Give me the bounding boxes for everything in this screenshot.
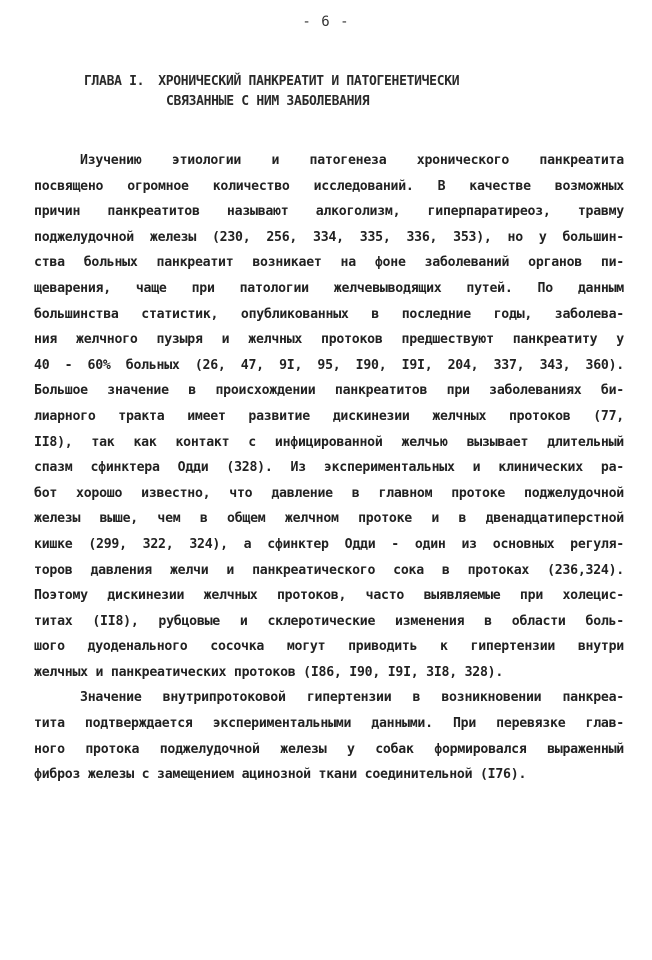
chapter-title-line-2: СВЯЗАННЫЕ С НИМ ЗАБОЛЕВАНИЯ: [166, 94, 370, 109]
text-line: большинства статистик, опубликованных в последние годы, заболева-: [34, 306, 624, 322]
text-line: желчных и панкреатических протоков (I86, I90, I9I, 3I8, 328).: [34, 664, 504, 680]
text-line: бот хорошо известно, что давление в главном протоке поджелудочной: [34, 485, 624, 501]
text-line: Большое значение в происхождении панкреатитов при заболеваниях би-: [34, 383, 624, 399]
text-line: шого дуоденального сосочка могут приводить к гипертензии внутри: [34, 639, 624, 655]
text-line: ства больных панкреатит возникает на фоне заболеваний органов пи-: [34, 255, 624, 271]
body-text: [34, 148, 624, 788]
text-line: поджелудочной железы (230, 256, 334, 335, 336, 353), но у большин-: [34, 229, 624, 245]
text-line: щеварения, чаще при патологии желчевыводящих путей. По данным: [34, 280, 624, 296]
page-number: - 6 -: [302, 14, 350, 30]
text-line: Значение внутрипротоковой гипертензии в возникновении панкреа-: [80, 690, 624, 706]
text-line: Поэтому дискинезии желчных протоков, часто выявляемые при холецис-: [34, 588, 624, 604]
text-line: 40 - 60% больных (26, 47, 9I, 95, I90, I9I, 204, 337, 343, 360).: [34, 357, 624, 373]
text-line: посвящено огромное количество исследований. В качестве возможных: [34, 178, 624, 194]
text-line: тита подтверждается экспериментальными данными. При перевязке глав-: [34, 716, 624, 732]
chapter-heading: [84, 72, 604, 112]
text-line: спазм сфинктера Одди (328). Из экспериментальных и клинических ра-: [34, 460, 624, 476]
text-line: II8), так как контакт с инфицированной желчью вызывает длительный: [34, 434, 624, 450]
text-line: торов давления желчи и панкреатического сока в протоках (236,324).: [34, 562, 624, 578]
text-line: Изучению этиологии и патогенеза хронического панкреатита: [80, 153, 624, 168]
text-line: кишке (299, 322, 324), а сфинктер Одди - один из основных регуля-: [34, 536, 624, 552]
paragraph-1: [34, 148, 624, 685]
text-line: титах (II8), рубцовые и склеротические изменения в области боль-: [34, 613, 624, 629]
chapter-title-line-1: ХРОНИЧЕСКИЙ ПАНКРЕАТИТ И ПАТОГЕНЕТИЧЕСКИ: [158, 74, 460, 89]
chapter-label: ГЛАВА I.: [84, 74, 145, 89]
paragraph-2: [34, 685, 624, 787]
text-line: причин панкреатитов называют алкоголизм, гиперпаратиреоз, травму: [34, 204, 624, 220]
text-line: ния желчного пузыря и желчных протоков предшествуют панкреатиту у: [34, 332, 624, 348]
text-line: железы выше, чем в общем желчном протоке и в двенадцатиперстной: [34, 511, 624, 527]
text-line: фиброз железы с замещением ацинозной ткани соединительной (I76).: [34, 767, 527, 783]
text-line: ного протока поджелудочной железы у собак формировался выраженный: [34, 741, 624, 757]
text-line: лиарного тракта имеет развитие дискинезии желчных протоков (77,: [34, 408, 624, 424]
